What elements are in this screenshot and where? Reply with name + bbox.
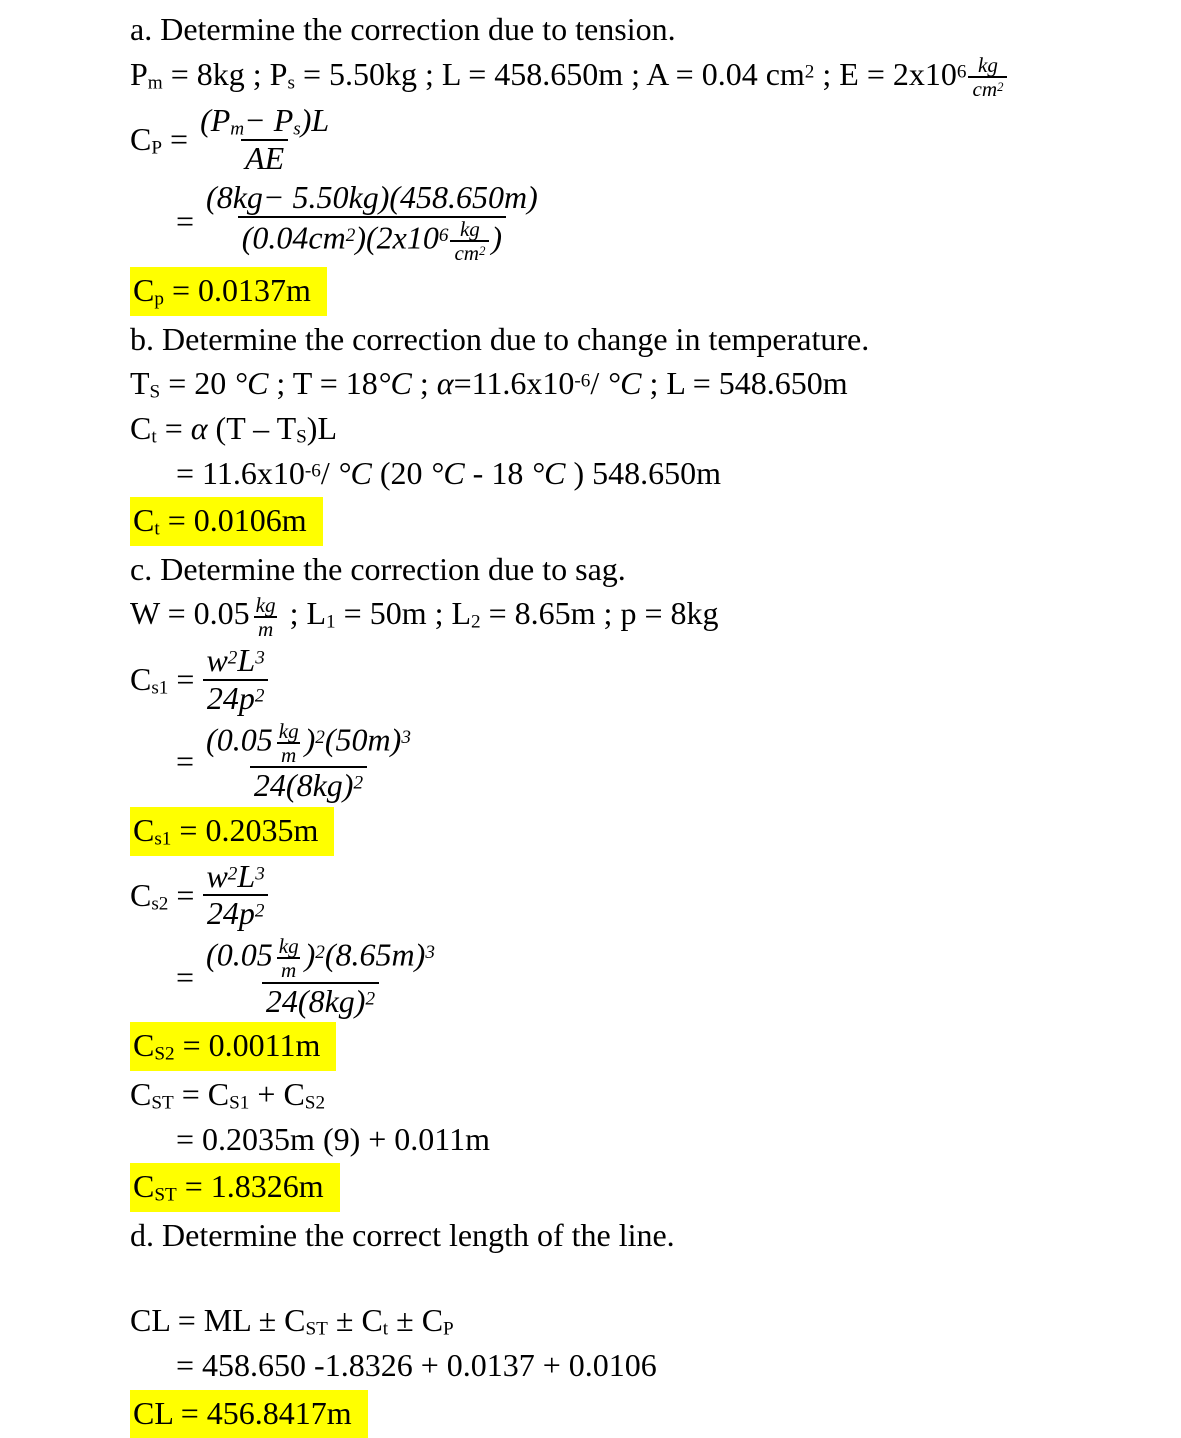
cl-result-highlight — [130, 1390, 368, 1438]
cp-formula-line — [130, 103, 1161, 177]
heading-text: d. Determine the correct length of the line. — [130, 1216, 675, 1253]
heading-text: b. Determine the correction due to change in temperature. — [130, 320, 870, 357]
given-a-text: $P_m = 8kg$ ; $P_s = 5.50kg$ ; L = 458.650m ; A = 0.04 $cm^2$ ; $E = 2x10^6$ — [130, 55, 967, 94]
ct-result-line — [130, 497, 1161, 546]
heading-text: c. Determine the correction due to sag. — [130, 550, 626, 587]
cl-result-text: CL = 456.8417m — [133, 1394, 352, 1431]
cs1-substitution-fraction: (0.05 $\frac{kg}{m}$ )$^2(50m)^3$ $24(8kg)^2$ — [206, 718, 411, 804]
equals-sign: = — [176, 958, 203, 995]
cs2-result-highlight: $C_{S2} = 0.0011m$ — [130, 1022, 336, 1071]
cst-substitution-line — [176, 1119, 1161, 1161]
cl-formula-line — [130, 1300, 1161, 1342]
cs1-formula-line — [130, 643, 1161, 717]
unit-fraction-kg-per-m: $\frac{kg}{m}$ — [278, 934, 299, 983]
cs1-result-line — [130, 807, 1161, 856]
given-c-text-2: ; $L_1 = 50m$ ; $L_2 = 8.65m$ ; p = 8kg — [281, 595, 719, 633]
cs2-result-line — [130, 1022, 1161, 1071]
cs1-substitution-line — [176, 720, 1161, 804]
ct-formula-line — [130, 408, 1161, 450]
section-c-heading — [130, 549, 1161, 591]
section-b-heading — [130, 319, 1161, 361]
ct-substitution-line — [176, 453, 1161, 495]
section-a-given-line — [130, 54, 1161, 101]
equals-sign: = — [176, 203, 203, 240]
cst-formula-text: $C_{ST} = C_{S1} + C_{S2}$ — [130, 1076, 326, 1114]
cst-result-line — [130, 1163, 1161, 1212]
heading-text: a. Determine the correction due to tension. — [130, 11, 676, 47]
unit-fraction-kg-per-cm2: $\frac{kg}{cm^2}$ — [968, 54, 1007, 100]
unit-fraction-kg-per-cm2: $\frac{kg}{cm^2}$ — [450, 218, 489, 264]
blank-gap — [130, 1259, 1161, 1297]
cs1-lhs: $C_{s1}$ = — [130, 661, 203, 699]
section-c-given-line — [130, 593, 1161, 640]
ct-result-highlight: $C_t = 0.0106m$ — [130, 497, 323, 546]
equals-sign: = — [176, 743, 203, 780]
cp-substitution-line — [176, 180, 1161, 264]
cs2-substitution-line — [176, 935, 1161, 1019]
cs2-formula-fraction: $\frac{w^2L^3}{24p^2}$ — [202, 859, 268, 933]
cl-result-line — [130, 1390, 1161, 1438]
cl-substitution-line — [176, 1345, 1161, 1387]
cst-substitution-text: = 0.2035m (9) + 0.011m — [176, 1120, 490, 1157]
section-a-heading — [130, 9, 1161, 51]
section-b-given-line — [130, 363, 1161, 405]
ct-formula-text: $C_t = \alpha$ $(T - T_S)L$ — [130, 410, 337, 448]
unit-fraction-kg-per-m: $\frac{kg}{m}$ — [255, 592, 276, 642]
cl-substitution-text: = 458.650 -1.8326 + 0.0137 + 0.0106 — [176, 1347, 657, 1384]
cs1-formula-fraction: $\frac{w^2L^3}{24p^2}$ — [202, 643, 268, 717]
unit-fraction-kg-per-m: $\frac{kg}{m}$ — [278, 718, 299, 768]
cp-substitution-fraction: (8kg− 5.50kg)(458.650m) $(0.04cm^2)(2x10^6$ $\frac{kg}{cm^2}$ ) — [206, 179, 538, 266]
cs2-formula-line — [130, 859, 1161, 933]
given-b-text: $T_S = 20$ °C ; T = 18°C ; $\alpha=11.6x10^{-6}/$ °C ; L = 548.650m — [130, 365, 848, 403]
cs1-result-highlight: $C_{s1} = 0.2035m$ — [130, 807, 334, 856]
cs2-substitution-fraction: (0.05 $\frac{kg}{m}$ )$^2(8.65m)^3$ $24(8kg)^2$ — [206, 934, 435, 1019]
section-d-heading — [130, 1215, 1161, 1257]
cp-result-highlight: $C_p = 0.0137m$ — [130, 267, 327, 316]
cp-result-line — [130, 267, 1161, 316]
cp-formula-fraction: $\frac{(P_m- P_s)L}{AE}$ — [200, 102, 330, 177]
cp-lhs: $C_P$ = — [130, 121, 197, 159]
cs2-lhs: $C_{s2}$ = — [130, 876, 203, 915]
cst-result-highlight: $C_{ST} = 1.8326m$ — [130, 1163, 340, 1212]
cst-formula-line — [130, 1074, 1161, 1116]
cl-formula-text: CL = ML ± $C_{ST} \pm C_t \pm C_P$ — [130, 1302, 454, 1340]
ct-substitution-text: = $11.6x10^{-6}/$ °C (20 °C - 18 °C ) 548.650m — [176, 454, 722, 491]
given-c-text: W = 0.05 — [130, 595, 250, 632]
